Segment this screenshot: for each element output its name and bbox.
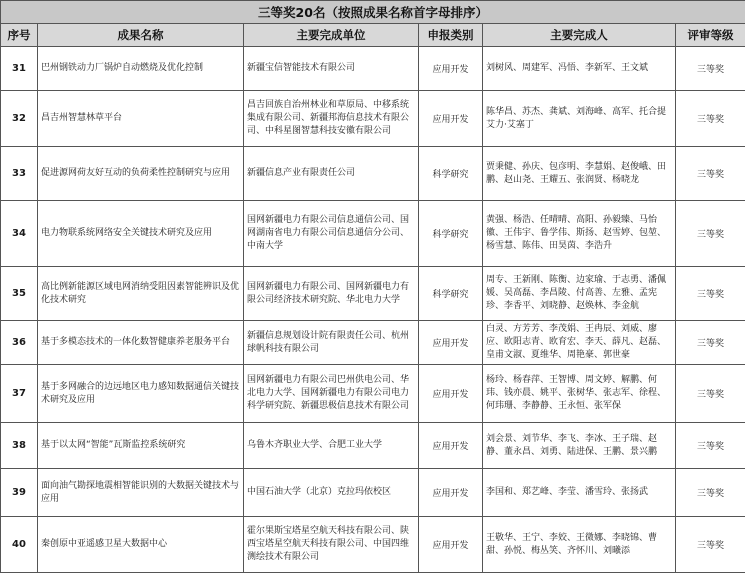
table-row: [1, 517, 745, 573]
row-people: [483, 365, 676, 423]
row-people-text: 陈华昌、苏杰、龚斌、刘海峰、高军、托合提艾力·艾塞丁: [486, 106, 672, 132]
table-row: [1, 321, 745, 365]
header-people: 主要完成人: [483, 24, 676, 47]
row-type: 应用开发: [419, 423, 483, 469]
row-type: 科学研究: [419, 201, 483, 267]
row-name: [38, 423, 244, 469]
row-unit: [244, 423, 419, 469]
row-no: 37: [1, 365, 38, 423]
row-people-text: 白灵、方芳芳、李茂娟、王冉辰、刘威、廖应、欧阳志青、欧育宏、李天、薛凡、赵磊、皇甫文淑、夏维华、周艳豪、郭世豪: [486, 323, 672, 362]
row-unit: [244, 147, 419, 201]
row-no: 35: [1, 267, 38, 321]
row-name-text: 巴州钢铁动力厂锅炉自动燃烧及优化控制: [41, 62, 240, 75]
header-row: [1, 24, 745, 47]
row-unit: [244, 267, 419, 321]
row-level: 三等奖: [676, 201, 745, 267]
row-no: 31: [1, 47, 38, 91]
row-type: 应用开发: [419, 91, 483, 147]
row-unit-text: 霍尔果斯宝塔星空航天科技有限公司、陕西宝塔星空航天科技有限公司、中国四维测绘技术有限公司: [247, 525, 415, 564]
row-unit-text: 昌吉回族自治州林业和草原局、中移系统集成有限公司、新疆邦海信息技术有限公司、中科星图智慧科技安徽有限公司: [247, 99, 415, 138]
row-type: 应用开发: [419, 517, 483, 573]
row-unit: [244, 517, 419, 573]
table-title: 三等奖20名（按照成果名称首字母排序）: [1, 1, 745, 24]
row-type: 应用开发: [419, 321, 483, 365]
header-unit: 主要完成单位: [244, 24, 419, 47]
row-level: 三等奖: [676, 267, 745, 321]
row-unit-text: 新疆信息产业有限责任公司: [247, 167, 415, 180]
row-level: 三等奖: [676, 365, 745, 423]
row-name-text: 电力物联系统网络安全关键技术研究及应用: [41, 227, 240, 240]
row-name-text: 基于以太网“智能”瓦斯监控系统研究: [41, 439, 240, 452]
row-level: 三等奖: [676, 423, 745, 469]
row-people-text: 李国和、郑艺峰、李莹、潘雪玲、张扬武: [486, 486, 672, 499]
row-type: 应用开发: [419, 47, 483, 91]
row-level: 三等奖: [676, 517, 745, 573]
row-level: 三等奖: [676, 91, 745, 147]
row-people: [483, 47, 676, 91]
row-type: 科学研究: [419, 267, 483, 321]
table-row: [1, 147, 745, 201]
row-no: 40: [1, 517, 38, 573]
table-row: [1, 91, 745, 147]
row-no: 36: [1, 321, 38, 365]
row-level: 三等奖: [676, 147, 745, 201]
row-no: 32: [1, 91, 38, 147]
table-row: [1, 267, 745, 321]
row-name: [38, 147, 244, 201]
row-name: [38, 321, 244, 365]
row-unit-text: 国网新疆电力有限公司巴州供电公司、华北电力大学、国网新疆电力有限公司电力科学研究院、新疆思极信息技术有限公司: [247, 374, 415, 413]
row-unit: [244, 91, 419, 147]
row-name: [38, 91, 244, 147]
row-no: 38: [1, 423, 38, 469]
row-type: 应用开发: [419, 469, 483, 517]
row-unit-text: 中国石油大学（北京）克拉玛依校区: [247, 486, 415, 499]
row-people: [483, 423, 676, 469]
header-no: 序号: [1, 24, 38, 47]
row-people: [483, 91, 676, 147]
row-name: [38, 201, 244, 267]
row-unit: [244, 469, 419, 517]
row-level: 三等奖: [676, 321, 745, 365]
row-unit: [244, 47, 419, 91]
row-name-text: 昌吉州智慧林草平台: [41, 112, 240, 125]
row-people-text: 黄强、杨浩、任晴晴、高阳、孙毅臻、马怡徽、王伟宇、鲁学伟、斯扬、赵雪婷、包堃、杨雪慧、陈伟、田昊茵、李浩升: [486, 214, 672, 253]
row-name: [38, 267, 244, 321]
row-unit-text: 新疆信息规划设计院有限责任公司、杭州球帆科技有限公司: [247, 330, 415, 356]
row-people: [483, 267, 676, 321]
row-name: [38, 517, 244, 573]
row-people: [483, 517, 676, 573]
row-name-text: 面向油气勘探地震相智能识别的大数据关键技术与应用: [41, 480, 240, 506]
row-unit: [244, 321, 419, 365]
table-row: [1, 469, 745, 517]
row-unit-text: 乌鲁木齐职业大学、合肥工业大学: [247, 439, 415, 452]
table-row: [1, 423, 745, 469]
row-name-text: 基于多模态技术的一体化数智健康养老服务平台: [41, 336, 240, 349]
header-level: 评审等级: [676, 24, 745, 47]
row-people: [483, 469, 676, 517]
row-people: [483, 201, 676, 267]
row-no: 33: [1, 147, 38, 201]
row-type: 应用开发: [419, 365, 483, 423]
row-unit: [244, 365, 419, 423]
table-row: [1, 201, 745, 267]
row-people-text: 刘会景、刘节华、李飞、李冰、王子瑞、赵静、董永昌、刘勇、陆进保、王鹏、景兴鹏: [486, 433, 672, 459]
row-no: 34: [1, 201, 38, 267]
row-no: 39: [1, 469, 38, 517]
title-row: [1, 1, 745, 24]
row-name-text: 高比例新能源区域电网消纳受阻因素智能辨识及优化技术研究: [41, 281, 240, 307]
row-people: [483, 147, 676, 201]
header-name: 成果名称: [38, 24, 244, 47]
row-name: [38, 365, 244, 423]
row-name-text: 基于多网融合的边远地区电力感知数据通信关键技术研究及应用: [41, 381, 240, 407]
header-type: 申报类别: [419, 24, 483, 47]
row-people-text: 王敬华、王宁、李姣、王微娜、李晓锦、曹甜、孙悦、梅丛笑、齐怀川、刘曦添: [486, 532, 672, 558]
row-unit-text: 国网新疆电力有限公司信息通信公司、国网湖南省电力有限公司信息通信分公司、中南大学: [247, 214, 415, 253]
table-body: [1, 47, 745, 573]
row-name: [38, 469, 244, 517]
row-type: 科学研究: [419, 147, 483, 201]
row-unit-text: 国网新疆电力有限公司、国网新疆电力有限公司经济技术研究院、华北电力大学: [247, 281, 415, 307]
row-name-text: 秦创原中亚遥感卫星大数据中心: [41, 538, 240, 551]
row-unit: [244, 201, 419, 267]
row-level: 三等奖: [676, 47, 745, 91]
row-name: [38, 47, 244, 91]
table-row: [1, 47, 745, 91]
row-people-text: 刘树风、周建军、冯悟、李新军、王文斌: [486, 62, 672, 75]
row-name-text: 促进源网荷友好互动的负荷柔性控制研究与应用: [41, 167, 240, 180]
row-unit-text: 新疆宝信智能技术有限公司: [247, 62, 415, 75]
table-row: [1, 365, 745, 423]
row-level: 三等奖: [676, 469, 745, 517]
row-people: [483, 321, 676, 365]
row-people-text: 周专、王新刚、陈衡、边家瑜、于志勇、潘佩媛、吴高磊、李昌陵、付高善、左雅、孟宪珍、李香平、刘晓静、赵焕林、李金航: [486, 274, 672, 313]
row-people-text: 贾秉健、孙庆、包彦明、李慧娟、赵俊峨、田鹏、赵山尧、王耀五、张润贤、杨晓龙: [486, 161, 672, 187]
row-people-text: 杨玲、杨春萍、王智博、周文婷、解鹏、何玮、钱亦晨、姚平、张树华、张志军、徐程、何玮珊、李静静、王永恒、张军保: [486, 374, 672, 413]
